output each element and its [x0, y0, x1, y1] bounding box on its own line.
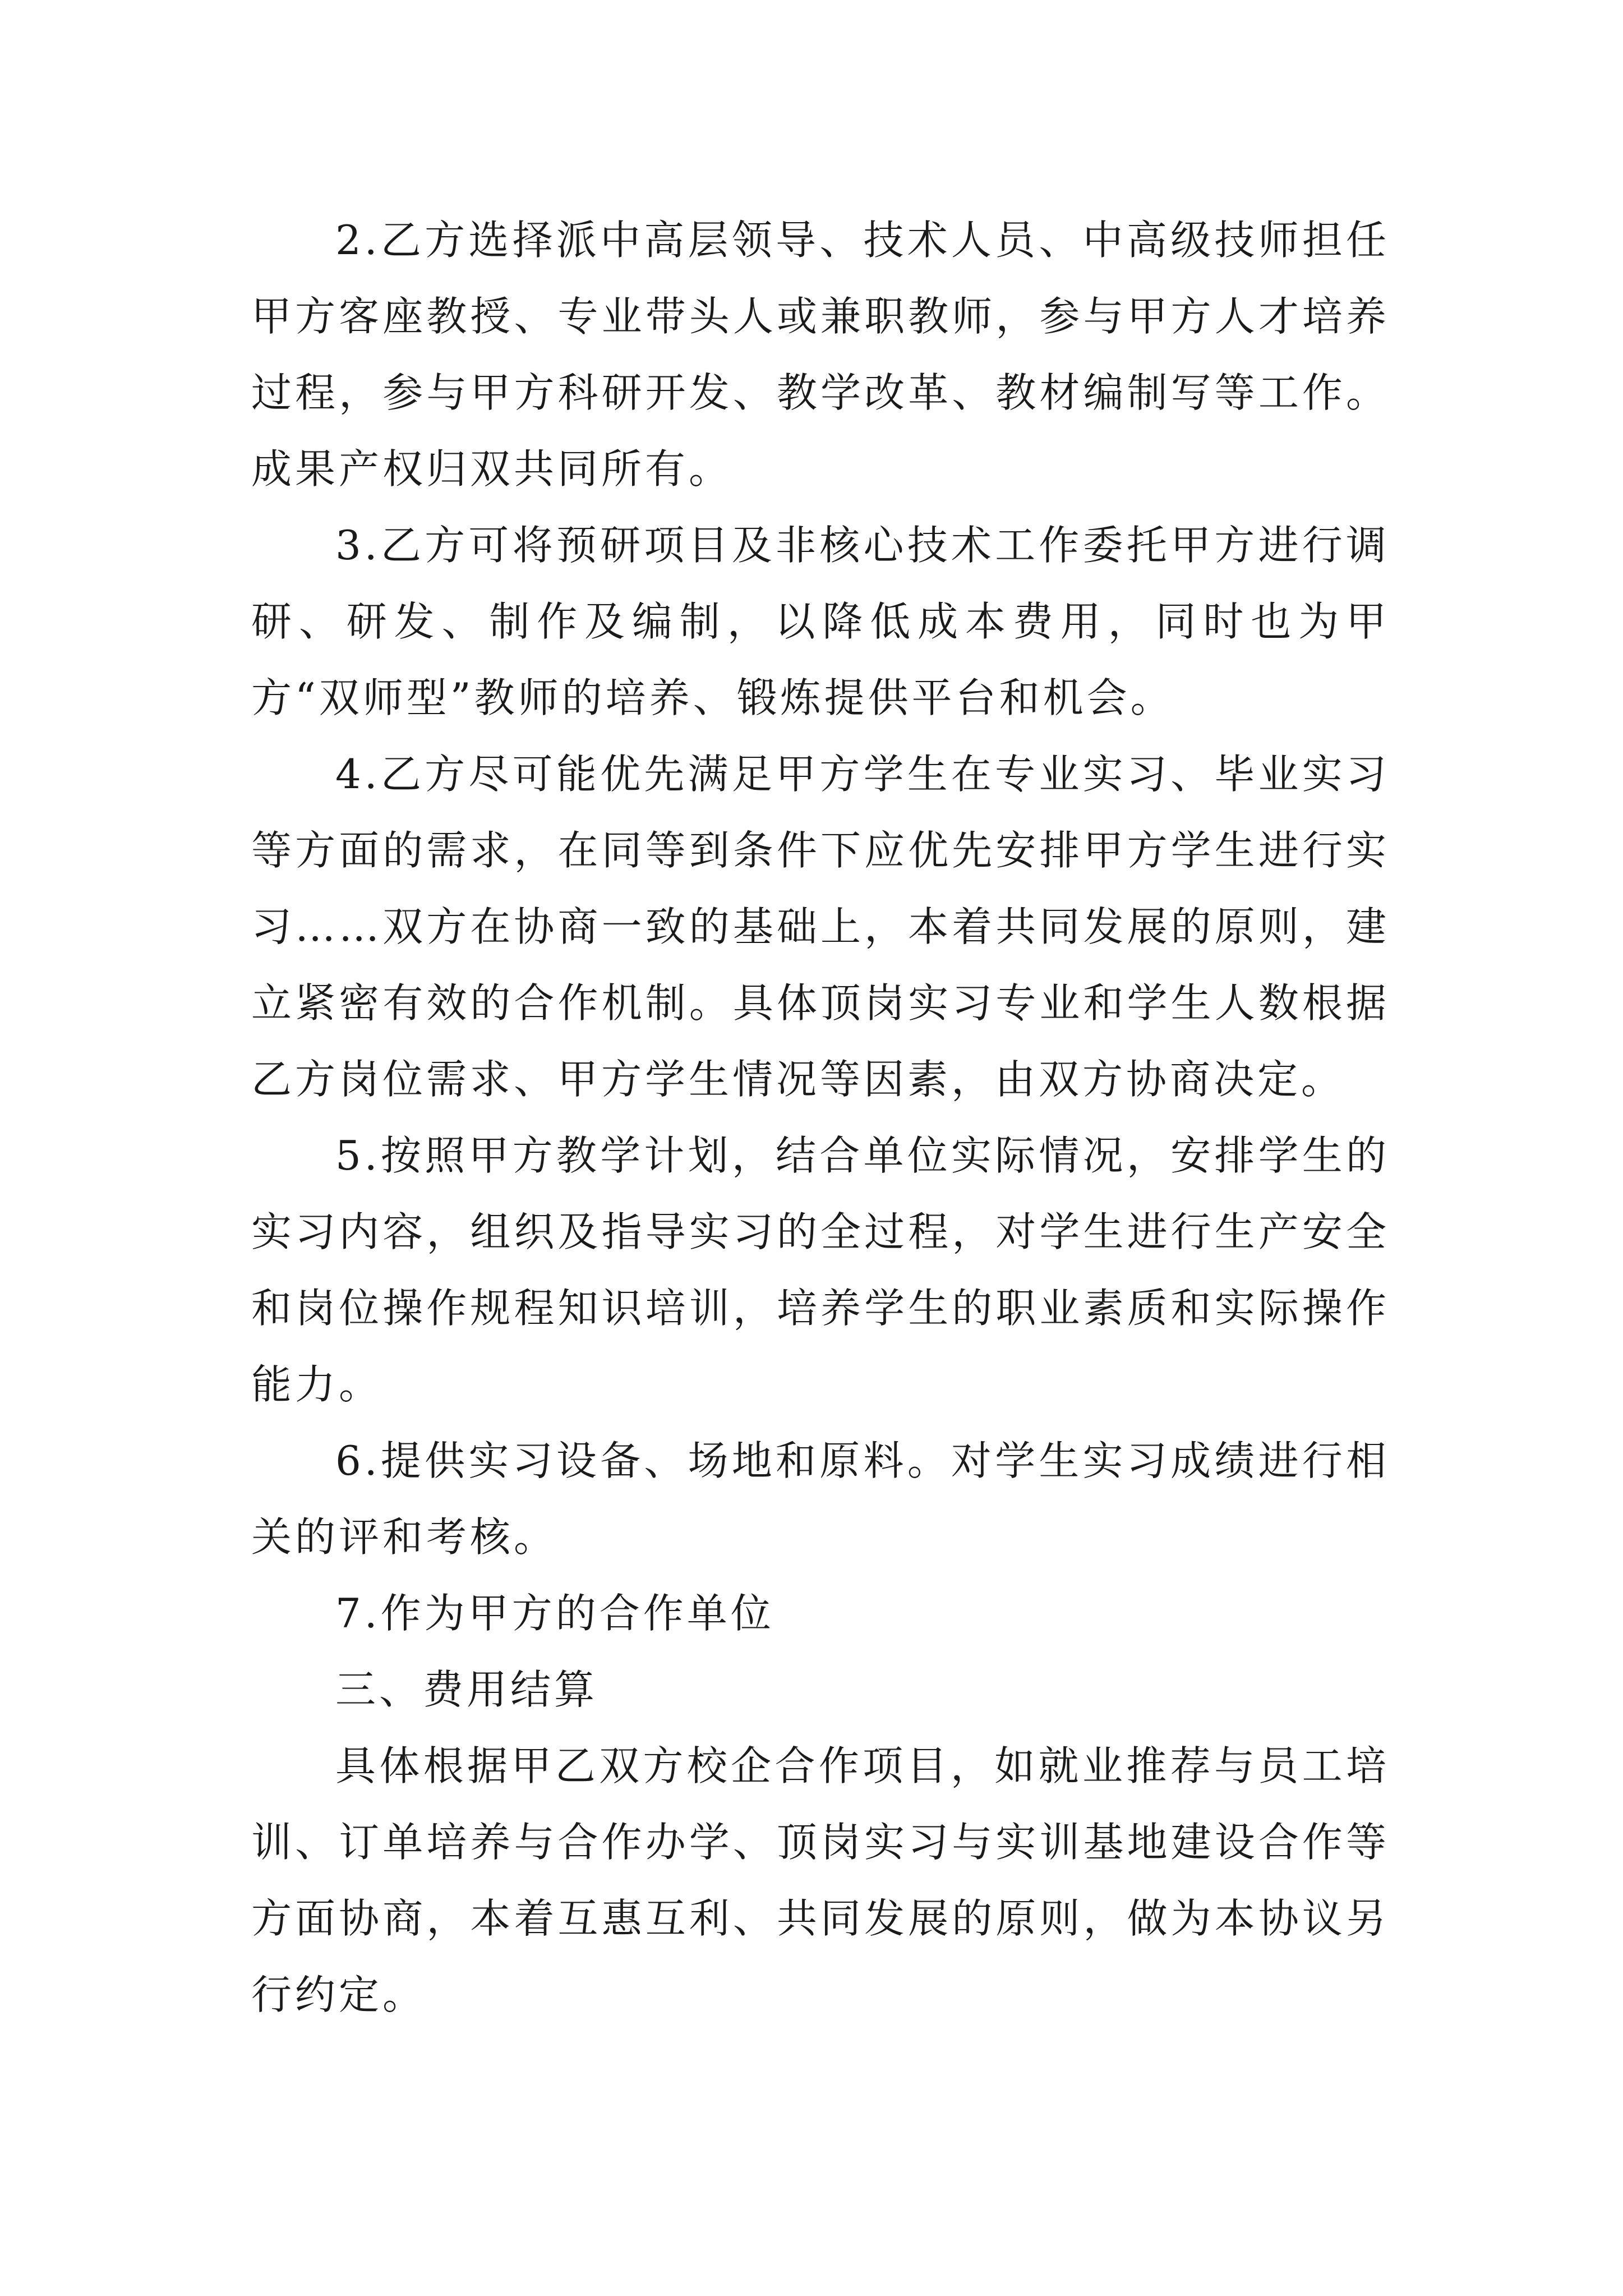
paragraph-item-2: 2.乙方选择派中高层领导、技术人员、中高级技师担任甲方客座教授、专业带头人或兼职教师，参与甲方人才培养过程，参与甲方科研开发、教学改革、教材编制写等工作。成果产权归双共同所有。	[251, 217, 1390, 493]
paragraph-item-3: 3.乙方可将预研项目及非核心技术工作委托甲方进行调研、研发、制作及编制，以降低成本费用，同时也为甲方“双师型”教师的培养、锻炼提供平台和机会。	[251, 522, 1390, 721]
document-body	[251, 202, 1390, 2033]
paragraph-item-5: 5.按照甲方教学计划，结合单位实际情况，安排学生的实习内容，组织及指导实习的全过程，对学生进行生产安全和岗位操作规程知识培训，培养学生的职业素质和实际操作能力。	[251, 1132, 1390, 1408]
section-heading-fee-settlement: 三、费用结算	[335, 1666, 598, 1713]
paragraph-fee-settlement: 具体根据甲乙双方校企合作项目，如就业推荐与员工培训、订单培养与合作办学、顶岗实习与实训基地建设合作等方面协商，本着互惠互利、共同发展的原则，做为本协议另行约定。	[251, 1742, 1390, 2018]
paragraph-item-7: 7.作为甲方的合作单位	[335, 1590, 774, 1637]
paragraph-item-4: 4.乙方尽可能优先满足甲方学生在专业实习、毕业实习等方面的需求，在同等到条件下应优先安排甲方学生进行实习……双方在协商一致的基础上，本着共同发展的原则，建立紧密有效的合作机制。具体顶岗实习专业和学生人数根据乙方岗位需求、甲方学生情况等因素，由双方协商决定。	[251, 751, 1390, 1103]
paragraph-item-6: 6.提供实习设备、场地和原料。对学生实习成绩进行相关的评和考核。	[251, 1437, 1390, 1561]
